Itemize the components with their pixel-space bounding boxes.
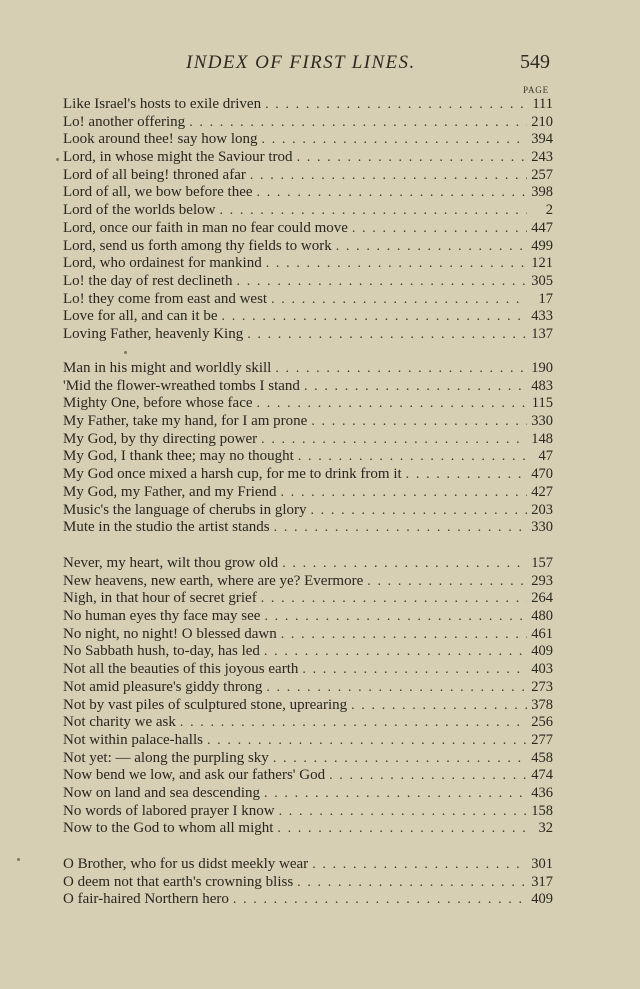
- page-reference: 409: [531, 891, 553, 908]
- index-entry: [63, 202, 553, 220]
- index-entry: [63, 714, 553, 732]
- page-reference: 409: [531, 643, 553, 660]
- index-entry: [63, 114, 553, 132]
- page-reference: 264: [531, 590, 553, 607]
- index-group-l: [63, 96, 553, 344]
- first-line-text: My God once mixed a harsh cup, for me to drink from it: [63, 466, 402, 483]
- running-head: [0, 52, 640, 78]
- dot-leader: [264, 643, 527, 661]
- first-line-text: Not by vast piles of sculptured stone, uprearing: [63, 696, 348, 713]
- dot-leader: [247, 326, 527, 344]
- dot-leader: [298, 448, 527, 466]
- dot-leader: [310, 502, 527, 520]
- index-entry: [63, 697, 553, 715]
- first-line-text: Lord, send us forth among thy fields to work: [63, 237, 332, 254]
- first-line-text: New heavens, new earth, where are ye? Evermore: [63, 572, 364, 589]
- dot-leader: [336, 238, 527, 256]
- first-line-text: Not amid pleasure's giddy throng: [63, 678, 263, 695]
- index-entry: [63, 96, 553, 114]
- first-line-text: Nigh, in that hour of secret grief: [63, 590, 257, 607]
- page-number: 549: [520, 51, 550, 73]
- index-entry: [63, 131, 553, 149]
- index-entry: [63, 785, 553, 803]
- dot-leader: [262, 131, 527, 149]
- index-entry: [63, 679, 553, 697]
- dot-leader: [219, 202, 527, 220]
- dot-leader: [207, 732, 527, 750]
- page-reference: 470: [531, 466, 553, 483]
- first-line-text: My God, by thy directing power: [63, 430, 258, 447]
- index-entry: [63, 149, 553, 167]
- first-line-text: Lo! they come from east and west: [63, 290, 268, 307]
- index-entry: [63, 626, 553, 644]
- index-entry: [63, 431, 553, 449]
- first-line-text: No Sabbath hush, to-day, has led: [63, 643, 260, 660]
- page-reference: 257: [531, 166, 553, 183]
- dot-leader: [275, 360, 527, 378]
- page-reference: 121: [531, 255, 553, 272]
- first-line-text: My God, my Father, and my Friend: [63, 483, 277, 500]
- first-line-text: Not within palace-halls: [63, 731, 203, 748]
- paper-speck: [17, 858, 20, 861]
- first-line-text: O deem not that earth's crowning bliss: [63, 873, 294, 890]
- first-line-text: Lo! another offering: [63, 113, 186, 130]
- page-reference: 157: [531, 555, 553, 571]
- index-entry: [63, 750, 553, 768]
- page-reference: 203: [531, 501, 553, 518]
- dot-leader: [257, 395, 527, 413]
- first-line-text: No words of labored prayer I know: [63, 802, 275, 819]
- first-line-text: Loving Father, heavenly King: [63, 325, 244, 342]
- page-reference: 317: [531, 873, 553, 890]
- first-line-text: Never, my heart, wilt thou grow old: [63, 555, 279, 571]
- page-reference: 330: [531, 413, 553, 430]
- dot-leader: [237, 273, 527, 291]
- dot-leader: [265, 96, 527, 114]
- index-entry: [63, 360, 553, 378]
- page-reference: 243: [531, 149, 553, 166]
- first-line-text: Mute in the studio the artist stands: [63, 519, 270, 536]
- first-line-text: Lo! the day of rest declineth: [63, 272, 233, 289]
- page-reference: 433: [531, 308, 553, 325]
- dot-leader: [304, 378, 527, 396]
- index-title: INDEX OF FIRST LINES.: [186, 52, 416, 73]
- dot-leader: [261, 431, 527, 449]
- index-entry: [63, 661, 553, 679]
- index-entry: [63, 466, 553, 484]
- dot-leader: [297, 149, 527, 167]
- page-reference: 499: [531, 237, 553, 254]
- page-reference: 427: [531, 483, 553, 500]
- first-line-text: Lord, once our faith in man no fear could move: [63, 219, 348, 236]
- index-entry: [63, 519, 553, 537]
- first-line-text: My God, I thank thee; may no thought: [63, 448, 294, 465]
- page-reference: 158: [531, 802, 553, 819]
- page-reference: 2: [545, 202, 553, 219]
- first-line-text: Not all the beauties of this joyous earth: [63, 661, 299, 678]
- dot-leader: [233, 891, 527, 909]
- dot-leader: [274, 519, 527, 537]
- page-reference: 378: [531, 696, 553, 713]
- index-entry: [63, 308, 553, 326]
- first-line-text: Not charity we ask: [63, 714, 176, 731]
- first-line-text: My Father, take my hand, for I am prone: [63, 413, 308, 430]
- index-entry: [63, 891, 553, 909]
- first-line-text: Now bend we low, and ask our fathers' God: [63, 767, 326, 784]
- index-entry: [63, 590, 553, 608]
- first-line-text: 'Mid the flower-wreathed tombs I stand: [63, 377, 300, 394]
- page-reference: 210: [531, 113, 553, 130]
- page-reference: 330: [531, 519, 553, 536]
- first-line-text: Love for all, and can it be: [63, 308, 218, 325]
- first-line-text: No night, no night! O blessed dawn: [63, 625, 277, 642]
- first-line-text: Lord of the worlds below: [63, 202, 216, 219]
- paper-speck: [124, 351, 127, 354]
- dot-leader: [329, 767, 527, 785]
- page-reference: 447: [531, 219, 553, 236]
- dot-leader: [257, 184, 527, 202]
- first-line-text: Look around thee! say how long: [63, 131, 258, 148]
- page-reference: 277: [531, 731, 553, 748]
- first-line-text: Man in his might and worldly skill: [63, 360, 272, 376]
- page-reference: 458: [531, 749, 553, 766]
- page-reference: 483: [531, 377, 553, 394]
- index-entry: [63, 167, 553, 185]
- page-reference: 480: [531, 608, 553, 625]
- index-entry: [63, 856, 553, 874]
- dot-leader: [264, 608, 527, 626]
- index-entry: [63, 820, 553, 838]
- dot-leader: [250, 167, 527, 185]
- dot-leader: [222, 308, 527, 326]
- page-reference: 293: [531, 572, 553, 589]
- page-reference: 137: [531, 325, 553, 342]
- index-entry: [63, 484, 553, 502]
- index-entry: [63, 555, 553, 573]
- first-line-text: Music's the language of cherubs in glory: [63, 501, 307, 518]
- first-line-text: Lord, who ordainest for mankind: [63, 255, 262, 272]
- page-reference: 115: [531, 395, 553, 412]
- dot-leader: [406, 466, 527, 484]
- index-entry: [63, 767, 553, 785]
- index-entry: [63, 608, 553, 626]
- page-reference: 256: [531, 714, 553, 731]
- index-entry: [63, 326, 553, 344]
- index-entry: [63, 732, 553, 750]
- dot-leader: [312, 856, 527, 874]
- dot-leader: [351, 697, 527, 715]
- index-group-m: [63, 360, 553, 537]
- index-entry: [63, 413, 553, 431]
- dot-leader: [281, 626, 527, 644]
- first-line-text: Lord of all being! throned afar: [63, 166, 246, 183]
- page-reference: 301: [531, 856, 553, 872]
- dot-leader: [261, 590, 527, 608]
- dot-leader: [281, 484, 527, 502]
- first-line-text: Not yet: — along the purpling sky: [63, 749, 269, 766]
- first-line-text: Like Israel's hosts to exile driven: [63, 96, 262, 112]
- dot-leader: [352, 220, 527, 238]
- dot-leader: [264, 785, 527, 803]
- dot-leader: [277, 820, 527, 838]
- first-line-text: Lord of all, we bow before thee: [63, 184, 253, 201]
- index-group-n: [63, 555, 553, 838]
- page-reference: 398: [531, 184, 553, 201]
- index-entry: [63, 220, 553, 238]
- first-line-text: No human eyes thy face may see: [63, 608, 261, 625]
- index-entry: [63, 291, 553, 309]
- dot-leader: [273, 750, 527, 768]
- index-entry: [63, 184, 553, 202]
- page-reference: 32: [538, 820, 553, 837]
- index-entry: [63, 573, 553, 591]
- dot-leader: [282, 555, 527, 573]
- page-reference: 305: [531, 272, 553, 289]
- dot-leader: [266, 255, 527, 273]
- page-reference: 17: [538, 290, 553, 307]
- index-group-o: [63, 856, 553, 909]
- page-column-label: PAGE: [523, 85, 549, 95]
- index-entry: [63, 502, 553, 520]
- first-line-text: Now on land and sea descending: [63, 784, 261, 801]
- dot-leader: [311, 413, 527, 431]
- dot-leader: [367, 573, 527, 591]
- page-reference: 273: [531, 678, 553, 695]
- page-reference: 394: [531, 131, 553, 148]
- index-entry: [63, 448, 553, 466]
- first-line-text: Lord, in whose might the Saviour trod: [63, 149, 293, 166]
- first-line-text: Mighty One, before whose face: [63, 395, 253, 412]
- index-entry: [63, 874, 553, 892]
- dot-leader: [271, 291, 527, 309]
- dot-leader: [302, 661, 527, 679]
- dot-leader: [279, 803, 527, 821]
- dot-leader: [266, 679, 527, 697]
- paper-speck: [56, 158, 59, 161]
- page-reference: 461: [531, 625, 553, 642]
- page-reference: 190: [531, 360, 553, 376]
- page-reference: 403: [531, 661, 553, 678]
- first-line-text: O Brother, who for us didst meekly wear: [63, 856, 309, 872]
- index-entry: [63, 803, 553, 821]
- page-reference: 47: [538, 448, 553, 465]
- page-reference: 111: [532, 96, 553, 112]
- page-reference: 474: [531, 767, 553, 784]
- dot-leader: [297, 874, 527, 892]
- index-entry: [63, 643, 553, 661]
- dot-leader: [189, 114, 527, 132]
- page-reference: 436: [531, 784, 553, 801]
- index-entry: [63, 273, 553, 291]
- index-entry: [63, 238, 553, 256]
- first-line-text: O fair-haired Northern hero: [63, 891, 229, 908]
- index-entry: [63, 395, 553, 413]
- index-entry: [63, 255, 553, 273]
- index-entry: [63, 378, 553, 396]
- dot-leader: [180, 714, 527, 732]
- page-reference: 148: [531, 430, 553, 447]
- first-line-text: Now to the God to whom all might: [63, 820, 274, 837]
